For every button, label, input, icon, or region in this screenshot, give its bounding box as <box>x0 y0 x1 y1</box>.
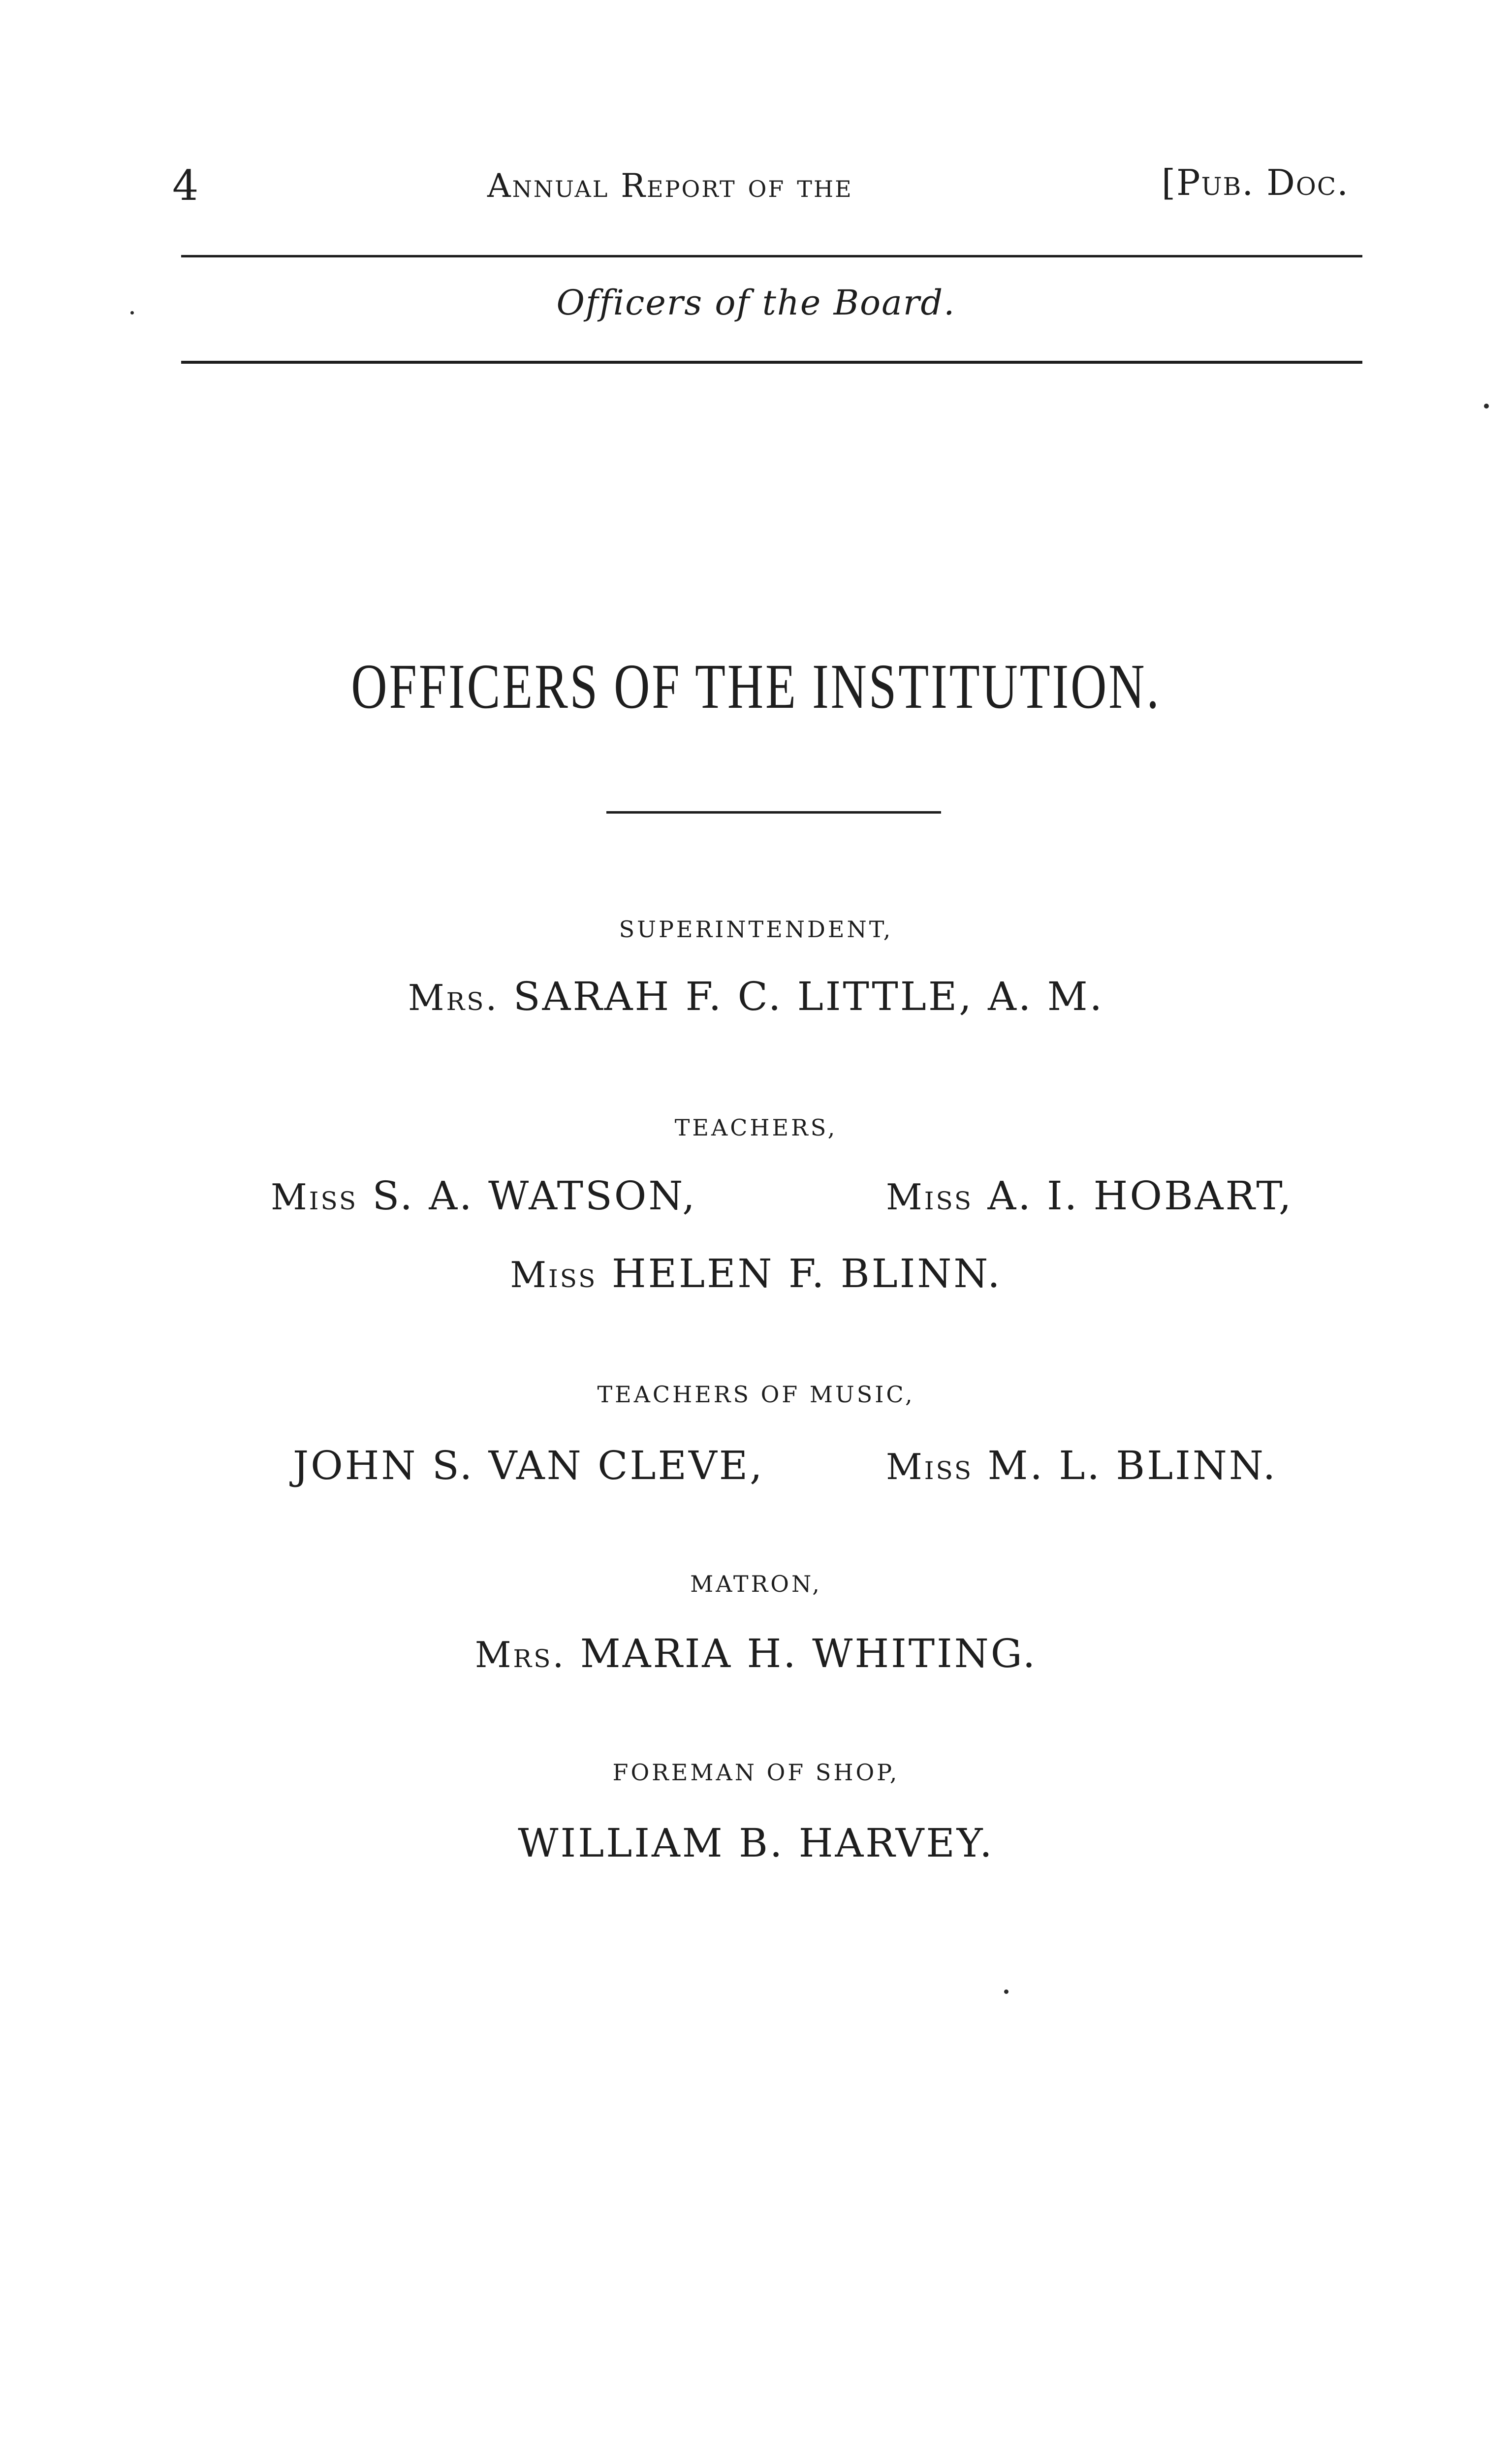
matron-name: MARIA H. WHITING. <box>580 1631 1038 1676</box>
teacher-entry-watson <box>271 1173 697 1219</box>
teacher-name: A. I. HOBART, <box>987 1173 1293 1219</box>
superintendent-name: SARAH F. C. LITTLE, A. M. <box>513 974 1104 1019</box>
matron-entry <box>0 1631 1512 1676</box>
teacher-prefix: Miss <box>510 1254 598 1295</box>
music-teacher-name: M. L. BLINN. <box>987 1443 1278 1488</box>
music-teachers-role-label: TEACHERS OF MUSIC, <box>597 1381 915 1408</box>
matron-prefix: Mrs. <box>474 1634 566 1675</box>
music-teacher-entry-blinn <box>886 1443 1278 1488</box>
foreman-name: WILLIAM B. HARVEY. <box>518 1820 994 1866</box>
header-rule-bottom <box>181 361 1362 364</box>
matron-role-label: MATRON, <box>690 1571 822 1597</box>
teacher-prefix: Miss <box>271 1176 358 1218</box>
document-reference: [Pub. Doc. <box>1162 162 1350 203</box>
music-teacher-prefix: Miss <box>886 1446 974 1487</box>
header-rule-top <box>181 255 1362 257</box>
superintendent-entry <box>0 974 1512 1019</box>
music-teacher-entry-van-cleve <box>293 1443 764 1488</box>
scan-speck <box>1004 1989 1008 1994</box>
page-number: 4 <box>172 161 199 210</box>
music-teacher-name: JOHN S. VAN CLEVE, <box>293 1443 764 1488</box>
superintendent-role-label: SUPERINTENDENT, <box>619 916 893 943</box>
page-title: OFFICERS OF THE INSTITUTION. <box>351 651 1161 722</box>
scan-speck <box>1484 404 1489 409</box>
scan-speck <box>130 311 134 315</box>
teacher-entry-hobart <box>886 1173 1293 1219</box>
title-divider <box>606 811 941 814</box>
teacher-entry-blinn <box>0 1251 1512 1296</box>
teacher-prefix: Miss <box>886 1176 974 1218</box>
superintendent-prefix: Mrs. <box>408 977 499 1018</box>
foreman-entry <box>0 1820 1512 1866</box>
foreman-role-label: FOREMAN OF SHOP, <box>612 1759 900 1786</box>
teacher-name: S. A. WATSON, <box>372 1173 697 1219</box>
teachers-role-label: TEACHERS, <box>674 1114 838 1141</box>
teacher-name: HELEN F. BLINN. <box>611 1251 1002 1296</box>
running-title: Annual Report of the <box>487 167 853 205</box>
board-caption: Officers of the Board. <box>556 283 956 323</box>
